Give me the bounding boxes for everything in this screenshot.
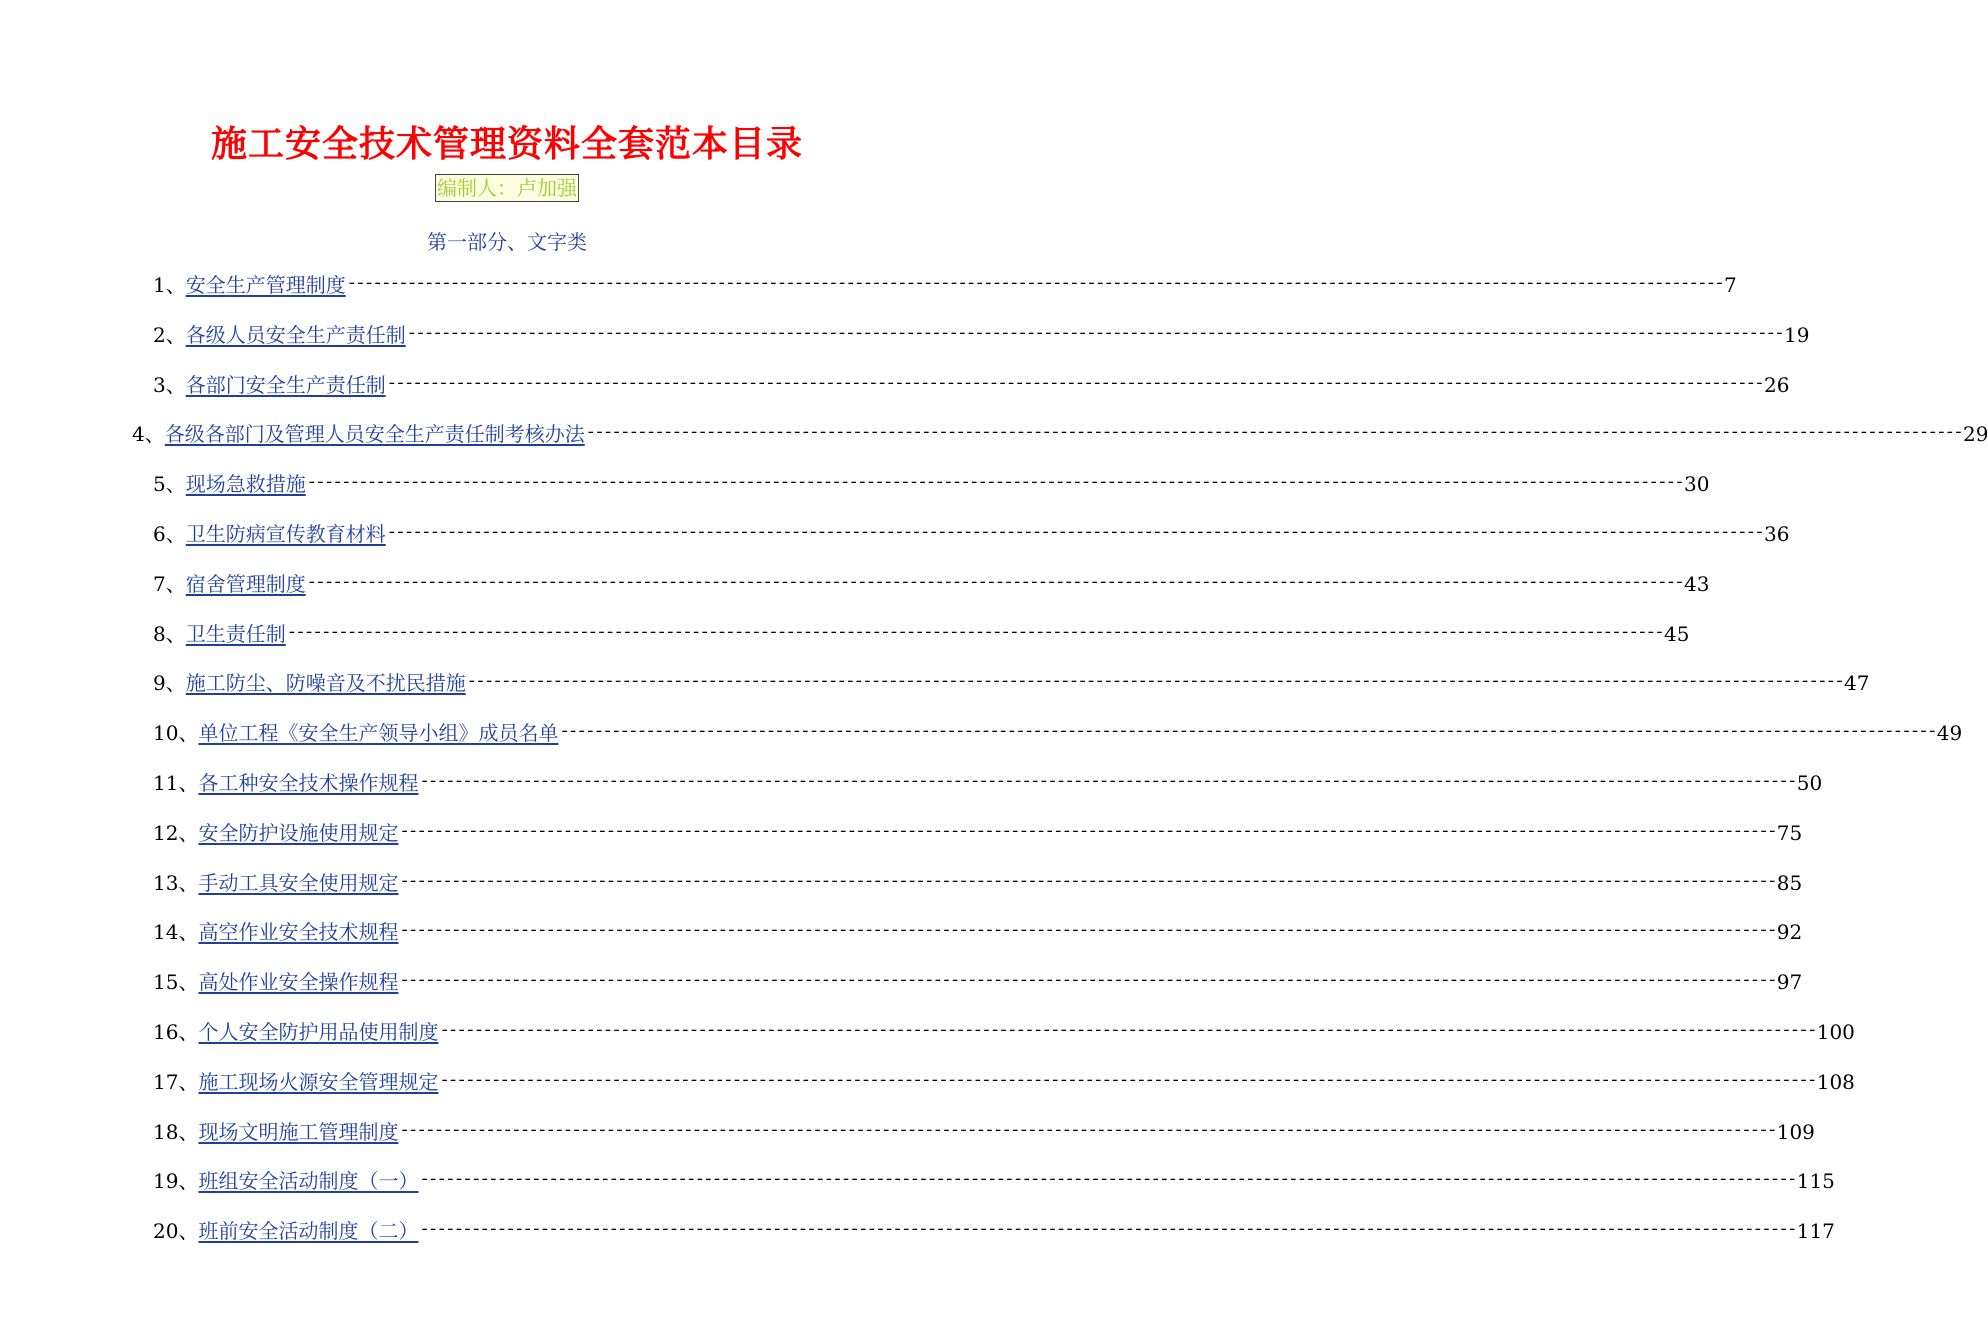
toc-entry[interactable] — [153, 270, 1737, 300]
toc-entry-page-number: 97 — [1776, 970, 1803, 994]
toc-entry-link[interactable]: 施工现场火源安全管理规定 — [198, 1070, 439, 1094]
toc-entry-link[interactable]: 班组安全活动制度（一） — [198, 1169, 419, 1193]
compiler-label: 编制人：卢加强 — [437, 176, 577, 200]
toc-entry[interactable] — [153, 668, 1870, 698]
toc-entry-link[interactable]: 各部门安全生产责任制 — [185, 373, 386, 397]
toc-entry-link[interactable]: 高空作业安全技术规程 — [198, 920, 399, 944]
toc-entry-page-number: 30 — [1684, 472, 1710, 496]
toc-entry-link[interactable]: 各级人员安全生产责任制 — [185, 323, 406, 347]
toc-entry-number: 1、 — [153, 273, 186, 297]
toc-dot-leader: ---------------------------------------------------------------------------------------------------------------------------------------------------------------- — [386, 375, 1764, 394]
section-heading: 第一部分、文字类 — [427, 230, 587, 254]
toc-entry-number: 6、 — [153, 522, 186, 546]
toc-entry[interactable] — [153, 768, 1823, 798]
toc-entry-page-number: 45 — [1664, 622, 1690, 646]
toc-dot-leader: ---------------------------------------------------------------------------------------------------------------------------------------------------------------- — [406, 325, 1784, 344]
toc-entry-link[interactable]: 各级各部门及管理人员安全生产责任制考核办法 — [164, 422, 585, 446]
toc-entry-page-number: 36 — [1764, 522, 1790, 546]
toc-dot-leader: ---------------------------------------------------------------------------------------------------------------------------------------------------------------- — [399, 972, 1776, 991]
toc-dot-leader: ---------------------------------------------------------------------------------------------------------------------------------------------------------------- — [419, 773, 1796, 792]
toc-entry-page-number: 19 — [1784, 323, 1810, 347]
toc-dot-leader: ---------------------------------------------------------------------------------------------------------------------------------------------------------------- — [399, 873, 1776, 892]
toc-dot-leader: ---------------------------------------------------------------------------------------------------------------------------------------------------------------- — [439, 1072, 1816, 1091]
compiler-line — [0, 174, 1014, 202]
toc-entry[interactable] — [153, 818, 1803, 848]
toc-entry-page-number: 100 — [1816, 1020, 1855, 1044]
toc-entry-link[interactable]: 现场急救措施 — [185, 472, 306, 496]
toc-entry-number: 17、 — [153, 1070, 199, 1094]
toc-entry-page-number: 29 — [1963, 422, 1988, 446]
toc-entry-number: 2、 — [153, 323, 186, 347]
page-title: 施工安全技术管理资料全套范本目录 — [210, 123, 803, 165]
toc-dot-leader: ---------------------------------------------------------------------------------------------------------------------------------------------------------------- — [346, 275, 1724, 294]
toc-dot-leader: ---------------------------------------------------------------------------------------------------------------------------------------------------------------- — [466, 673, 1844, 692]
toc-entry-link[interactable]: 安全防护设施使用规定 — [198, 821, 399, 845]
toc-entry-page-number: 117 — [1796, 1219, 1835, 1243]
toc-entry-link[interactable]: 施工防尘、防噪音及不扰民措施 — [185, 671, 466, 695]
toc-dot-leader: ---------------------------------------------------------------------------------------------------------------------------------------------------------------- — [439, 1022, 1816, 1041]
toc-entry-page-number: 92 — [1776, 920, 1803, 944]
toc-dot-leader: ---------------------------------------------------------------------------------------------------------------------------------------------------------------- — [306, 574, 1684, 593]
toc-entry-page-number: 50 — [1796, 771, 1823, 795]
toc-entry-page-number: 115 — [1796, 1169, 1835, 1193]
toc-entry-link[interactable]: 单位工程《安全生产领导小组》成员名单 — [198, 721, 559, 745]
toc-entry[interactable] — [153, 1216, 1835, 1246]
toc-dot-leader: ---------------------------------------------------------------------------------------------------------------------------------------------------------------- — [559, 723, 1936, 742]
toc-entry[interactable] — [153, 1067, 1855, 1097]
toc-dot-leader: ---------------------------------------------------------------------------------------------------------------------------------------------------------------- — [306, 474, 1684, 493]
toc-entry-number: 13、 — [153, 871, 199, 895]
toc-dot-leader: ---------------------------------------------------------------------------------------------------------------------------------------------------------------- — [419, 1221, 1796, 1240]
toc-entry-page-number: 49 — [1936, 721, 1963, 745]
toc-entry[interactable] — [153, 320, 1810, 350]
toc-entry-link[interactable]: 手动工具安全使用规定 — [198, 871, 399, 895]
toc-entry-link[interactable]: 安全生产管理制度 — [185, 273, 346, 297]
toc-entry-link[interactable]: 班前安全活动制度（二） — [198, 1219, 419, 1243]
toc-entry-number: 18、 — [153, 1120, 199, 1144]
toc-entry-number: 10、 — [153, 721, 199, 745]
toc-entry-page-number: 85 — [1776, 871, 1803, 895]
toc-entry-link[interactable]: 卫生责任制 — [185, 622, 286, 646]
toc-entry[interactable] — [153, 619, 1690, 649]
toc-entry-number: 15、 — [153, 970, 199, 994]
toc-entry-page-number: 43 — [1684, 572, 1710, 596]
toc-entry-number: 3、 — [153, 373, 186, 397]
toc-dot-leader: ---------------------------------------------------------------------------------------------------------------------------------------------------------------- — [399, 922, 1776, 941]
toc-entry-page-number: 47 — [1844, 671, 1870, 695]
toc-entry-number: 9、 — [153, 671, 186, 695]
toc-entry-link[interactable]: 宿舍管理制度 — [185, 572, 306, 596]
toc-entry-number: 16、 — [153, 1020, 199, 1044]
toc-entry-link[interactable]: 个人安全防护用品使用制度 — [198, 1020, 439, 1044]
toc-entry-number: 11、 — [153, 771, 199, 795]
toc-entry[interactable] — [153, 519, 1790, 549]
toc-dot-leader: ---------------------------------------------------------------------------------------------------------------------------------------------------------------- — [399, 823, 1776, 842]
toc-dot-leader: ---------------------------------------------------------------------------------------------------------------------------------------------------------------- — [399, 1122, 1776, 1141]
toc-entry-number: 8、 — [153, 622, 186, 646]
toc-entry[interactable] — [153, 718, 1963, 748]
toc-entry-number: 7、 — [153, 572, 186, 596]
toc-entry-number: 14、 — [153, 920, 199, 944]
toc-entry-page-number: 7 — [1724, 273, 1737, 297]
toc-entry-number: 4、 — [132, 422, 165, 446]
toc-entry[interactable] — [153, 569, 1710, 599]
toc-entry[interactable] — [153, 1166, 1835, 1196]
toc-entry-link[interactable]: 卫生防病宣传教育材料 — [185, 522, 386, 546]
toc-dot-leader: ---------------------------------------------------------------------------------------------------------------------------------------------------------------- — [585, 424, 1963, 443]
toc-dot-leader: ---------------------------------------------------------------------------------------------------------------------------------------------------------------- — [419, 1171, 1796, 1190]
toc-entry-number: 12、 — [153, 821, 199, 845]
toc-entry[interactable] — [153, 469, 1710, 499]
toc-dot-leader: ---------------------------------------------------------------------------------------------------------------------------------------------------------------- — [286, 624, 1664, 643]
toc-entry-page-number: 75 — [1776, 821, 1803, 845]
toc-entry-link[interactable]: 各工种安全技术操作规程 — [198, 771, 419, 795]
toc-entry-number: 19、 — [153, 1169, 199, 1193]
toc-entry-page-number: 26 — [1764, 373, 1790, 397]
toc-entry-number: 5、 — [153, 472, 186, 496]
toc-entry-page-number: 109 — [1776, 1120, 1815, 1144]
toc-entry[interactable] — [153, 917, 1803, 947]
toc-entry-page-number: 108 — [1816, 1070, 1855, 1094]
toc-entry-link[interactable]: 现场文明施工管理制度 — [198, 1120, 399, 1144]
toc-entry[interactable] — [153, 868, 1803, 898]
toc-entry[interactable] — [132, 419, 1988, 449]
toc-dot-leader: ---------------------------------------------------------------------------------------------------------------------------------------------------------------- — [386, 524, 1764, 543]
toc-entry[interactable] — [153, 370, 1790, 400]
toc-entry[interactable] — [153, 967, 1803, 997]
toc-entry-number: 20、 — [153, 1219, 199, 1243]
toc-entry-link[interactable]: 高处作业安全操作规程 — [198, 970, 399, 994]
toc-entry[interactable] — [153, 1117, 1815, 1147]
toc-entry[interactable] — [153, 1017, 1855, 1047]
